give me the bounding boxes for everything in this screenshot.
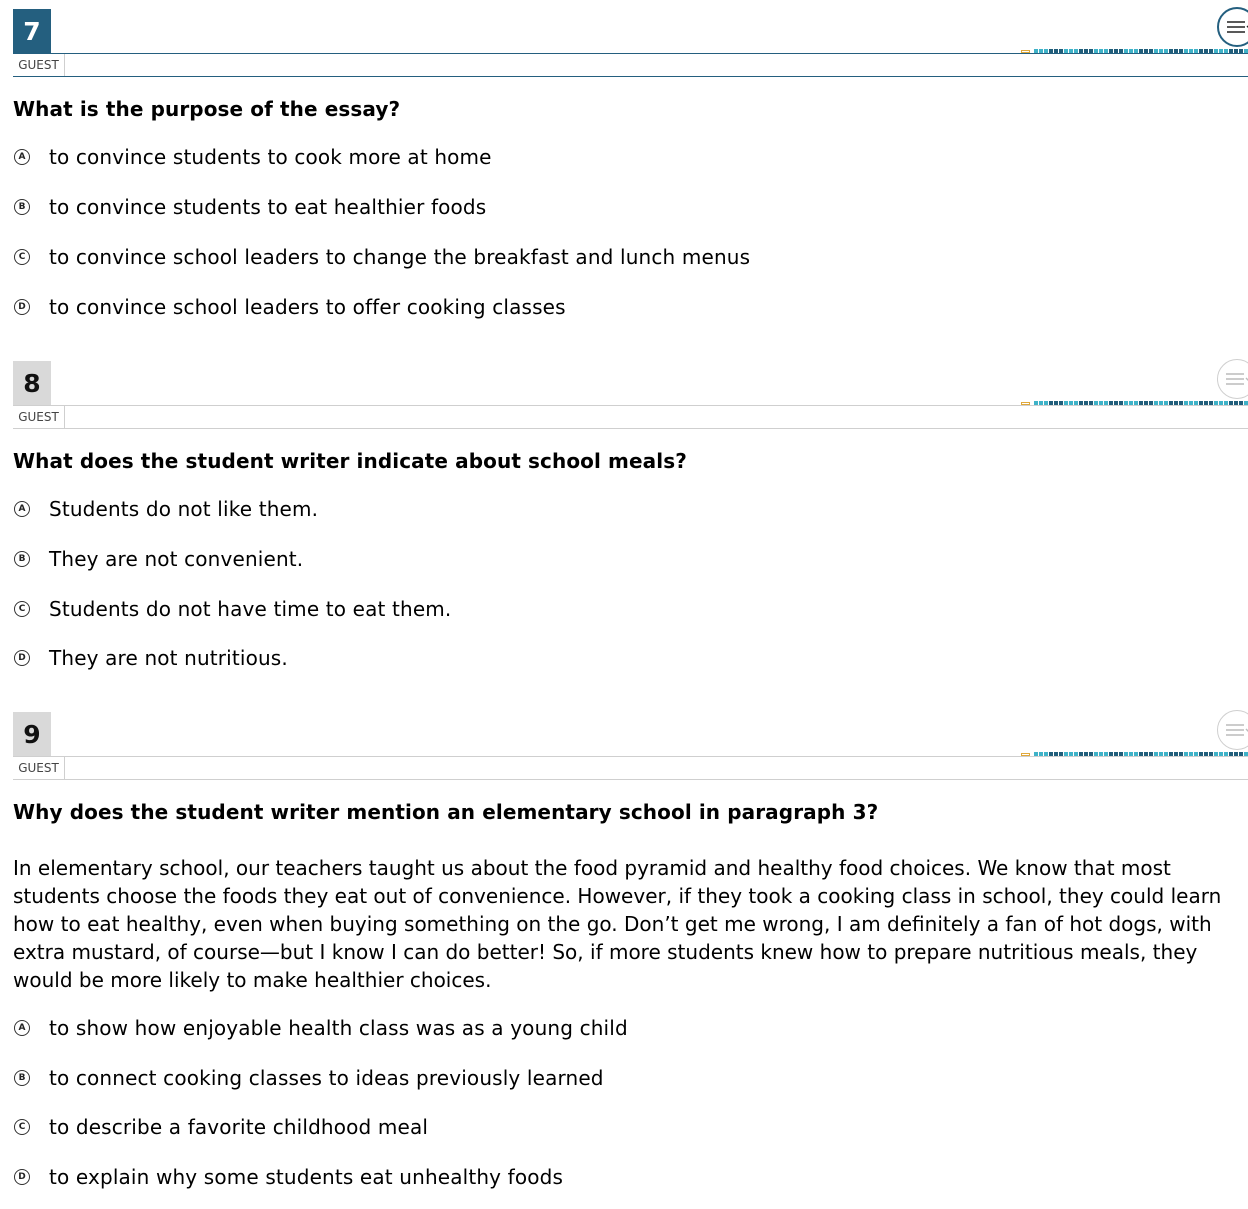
answer-option-b[interactable] (13, 1063, 604, 1093)
hamburger-menu-icon (1224, 723, 1248, 737)
option-text: to convince school leaders to change the breakfast and lunch menus (49, 245, 751, 269)
answer-option-a[interactable] (13, 494, 318, 524)
answer-option-c[interactable] (13, 1112, 428, 1142)
answer-option-b[interactable] (13, 544, 303, 574)
option-text: They are not convenient. (49, 547, 304, 571)
question-menu-button[interactable] (1217, 710, 1248, 750)
option-text: to connect cooking classes to ideas previously learned (49, 1066, 604, 1090)
user-label: GUEST (13, 54, 65, 76)
answer-option-d[interactable] (13, 1162, 563, 1192)
question-menu-button[interactable] (1217, 359, 1248, 399)
option-bubble[interactable]: D (14, 299, 30, 315)
option-bubble[interactable]: C (14, 249, 30, 265)
question-menu-button[interactable] (1217, 7, 1248, 47)
option-text: to show how enjoyable health class was as a young child (49, 1016, 628, 1040)
option-bubble[interactable]: A (14, 149, 30, 165)
question-number: 7 (13, 9, 51, 53)
flag-marker-icon (1021, 50, 1030, 53)
answer-option-b[interactable] (13, 192, 486, 222)
flag-marker-icon (1021, 402, 1030, 405)
answer-option-d[interactable] (13, 292, 566, 322)
option-text: to explain why some students eat unhealthy foods (49, 1165, 564, 1189)
option-bubble[interactable]: D (14, 650, 30, 666)
hamburger-menu-icon (1225, 20, 1248, 34)
progress-dots (1034, 49, 1248, 53)
option-text: to convince students to eat healthier foods (49, 195, 487, 219)
divider (13, 756, 1248, 757)
question-prompt: What is the purpose of the essay? (13, 97, 401, 121)
option-bubble[interactable]: B (14, 551, 30, 567)
answer-option-d[interactable] (13, 643, 288, 673)
option-text: Students do not have time to eat them. (49, 597, 452, 621)
passage-excerpt: In elementary school, our teachers taught us about the food pyramid and healthy food choices. We know that most students choose the foods they eat out of convenience. However, if they took a cooking class in school, they could learn how to eat healthy, even when buying something on the go. Don’t get me wrong, I am definitely a fan of hot dogs, with extra mustard, of course—but I know I can do better! So, if more students knew how to prepare nutritious meals, they would be more likely to make healthier choices. (13, 856, 1222, 992)
progress-indicator (1021, 752, 1248, 756)
answer-option-c[interactable] (13, 242, 750, 272)
divider (13, 405, 1248, 406)
question-number: 9 (13, 712, 51, 756)
option-bubble[interactable]: C (14, 1119, 30, 1135)
option-text: to describe a favorite childhood meal (49, 1115, 429, 1139)
user-label: GUEST (13, 406, 65, 428)
option-bubble[interactable]: B (14, 199, 30, 215)
progress-indicator (1021, 49, 1248, 53)
option-bubble[interactable]: C (14, 601, 30, 617)
hamburger-menu-icon (1224, 372, 1248, 386)
question-number: 8 (13, 361, 51, 405)
option-text: Students do not like them. (49, 497, 319, 521)
option-bubble[interactable]: A (14, 1020, 30, 1036)
flag-marker-icon (1021, 753, 1030, 756)
option-text: to convince school leaders to offer cooking classes (49, 295, 566, 319)
option-text: to convince students to cook more at home (49, 145, 492, 169)
answer-option-c[interactable] (13, 594, 451, 624)
user-label: GUEST (13, 757, 65, 779)
option-bubble[interactable]: B (14, 1070, 30, 1086)
divider (13, 76, 1248, 77)
progress-indicator (1021, 401, 1248, 405)
divider (13, 53, 1248, 54)
divider (13, 779, 1248, 780)
option-bubble[interactable]: A (14, 501, 30, 517)
divider (13, 428, 1248, 429)
answer-option-a[interactable] (13, 142, 492, 172)
progress-dots (1034, 752, 1248, 756)
progress-dots (1034, 401, 1248, 405)
option-text: They are not nutritious. (49, 646, 288, 670)
question-prompt: Why does the student writer mention an elementary school in paragraph 3? (13, 800, 879, 824)
answer-option-a[interactable] (13, 1013, 628, 1043)
question-prompt: What does the student writer indicate about school meals? (13, 449, 687, 473)
option-bubble[interactable]: D (14, 1169, 30, 1185)
